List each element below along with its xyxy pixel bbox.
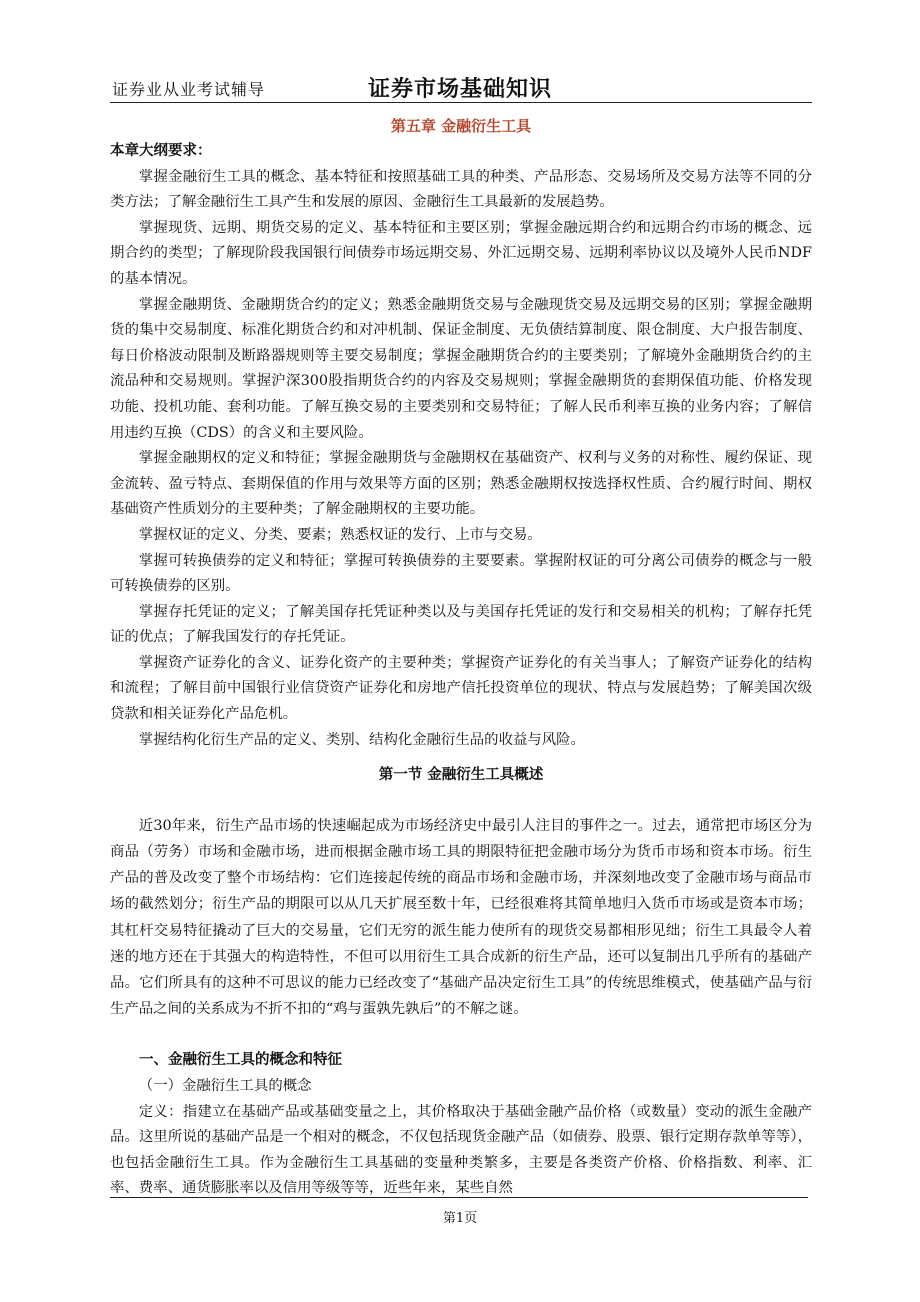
outline-paragraph: 掌握结构化衍生产品的定义、类别、结构化金融衍生品的收益与风险。 — [138, 731, 585, 748]
chapter-title: 第五章 金融衍生工具 — [390, 117, 532, 135]
outline-paragraph: 掌握金融期权的定义和特征；掌握金融期货与金融期权在基础资产、权利与义务的对称性、履约保证、现金流转、盈亏特点、套期保值的作用与效果等方面的区别；熟悉金融期权按选择权性质、合约履行时间、期权基础资产性质划分的主要种类；了解金融期权的主要功能。 — [110, 450, 812, 518]
outline-paragraph: 掌握可转换债券的定义和特征；掌握可转换债券的主要要素。掌握附权证的可分离公司债券的概念与一般可转换债券的区别。 — [110, 552, 812, 595]
sub-subsection-title: （一）金融衍生工具的概念 — [138, 1078, 312, 1095]
outline-paragraph: 掌握金融衍生工具的概念、基本特征和按照基础工具的种类、产品形态、交易场所及交易方法等不同的分类方法；了解金融衍生工具产生和发展的原因、金融衍生工具最新的发展趋势。 — [110, 168, 812, 211]
page-content — [110, 114, 812, 1202]
page-header — [110, 72, 812, 103]
outline-paragraph: 掌握现货、远期、期货交易的定义、基本特征和主要区别；掌握金融远期合约和远期合约市场的概念、远期合约的类型；了解现阶段我国银行间债券市场远期交易、外汇远期交易、远期利率协议以及境外人民币NDF的基本情况。 — [110, 219, 812, 287]
outline-heading: 本章大纲要求： — [110, 143, 212, 159]
outline-paragraph: 掌握金融期货、金融期货合约的定义；熟悉金融期货交易与金融现货交易及远期交易的区别；掌握金融期货的集中交易制度、标准化期货合约和对冲机制、保证金制度、无负债结算制度、限仓制度、大户报告制度、每日价格波动限制及断路器规则等主要交易制度；掌握金融期货合约的主要类别；了解境外金融期货合约的主流品种和交易规则。掌握沪深300股指期货合约的内容及交易规则；掌握金融期货的套期保值功能、价格发现功能、投机功能、套利功能。了解互换交易的主要类别和交易特征；了解人民币利率互换的业务内容；了解信用违约互换（CDS）的含义和主要风险。 — [110, 296, 812, 441]
section-intro-paragraph: 近30年来，衍生产品市场的快速崛起成为市场经济史中最引人注目的事件之一。过去，通常把市场区分为商品（劳务）市场和金融市场，进而根据金融市场工具的期限特征把金融市场分为货币市场和资本市场。衍生产品的普及改变了整个市场结构：它们连接起传统的商品市场和金融市场，并深刻地改变了金融市场与商品市场的截然划分；衍生产品的期限可以从几天扩展至数十年，已经很难将其简单地归入货币市场或是资本市场；其杠杆交易特征撬动了巨大的交易量，它们无穷的派生能力使所有的现货交易都相形见绌；衍生工具最令人着迷的地方还在于其强大的构造特性，不但可以用衍生工具合成新的衍生产品，还可以复制出几乎所有的基础产品。它们所具有的这种不可思议的能力已经改变了“基础产品决定衍生工具”的传统思维模式，使基础产品与衍生产品之间的关系成为不折不扣的“鸡与蛋孰先孰后”的不解之谜。 — [110, 817, 812, 1018]
outline-paragraph: 掌握权证的定义、分类、要素；熟悉权证的发行、上市与交易。 — [138, 526, 542, 543]
subsection-title: 一、金融衍生工具的概念和特征 — [139, 1052, 342, 1069]
definition-paragraph: 定义：指建立在基础产品或基础变量之上，其价格取决于基础金融产品价格（或数量）变动的派生金融产品。这里所说的基础产品是一个相对的概念，不仅包括现货金融产品（如债券、股票、银行定期存款单等等），也包括金融衍生工具。作为金融衍生工具基础的变量种类繁多，主要是各类资产价格、价格指数、利率、汇率、费率、通货膨胀率以及信用等级等等，近些年来，某些自然 — [110, 1103, 812, 1197]
section-title: 第一节 金融衍生工具概述 — [378, 767, 544, 784]
outline-paragraph: 掌握存托凭证的定义；了解美国存托凭证种类以及与美国存托凭证的发行和交易相关的机构；了解存托凭证的优点；了解我国发行的存托凭证。 — [110, 603, 812, 646]
header-book-title: 证券市场基础知识 — [368, 77, 553, 102]
outline-paragraph: 掌握资产证券化的含义、证券化资产的主要种类；掌握资产证券化的有关当事人；了解资产证券化的结构和流程；了解目前中国银行业信贷资产证券化和房地产信托投资单位的现状、特点与发展趋势；了解美国次级贷款和相关证券化产品危机。 — [110, 654, 812, 723]
header-course-name: 证券业从业考试辅导 — [112, 80, 266, 99]
page-number: 第1页 — [442, 1211, 478, 1226]
footer-divider — [110, 1197, 808, 1198]
